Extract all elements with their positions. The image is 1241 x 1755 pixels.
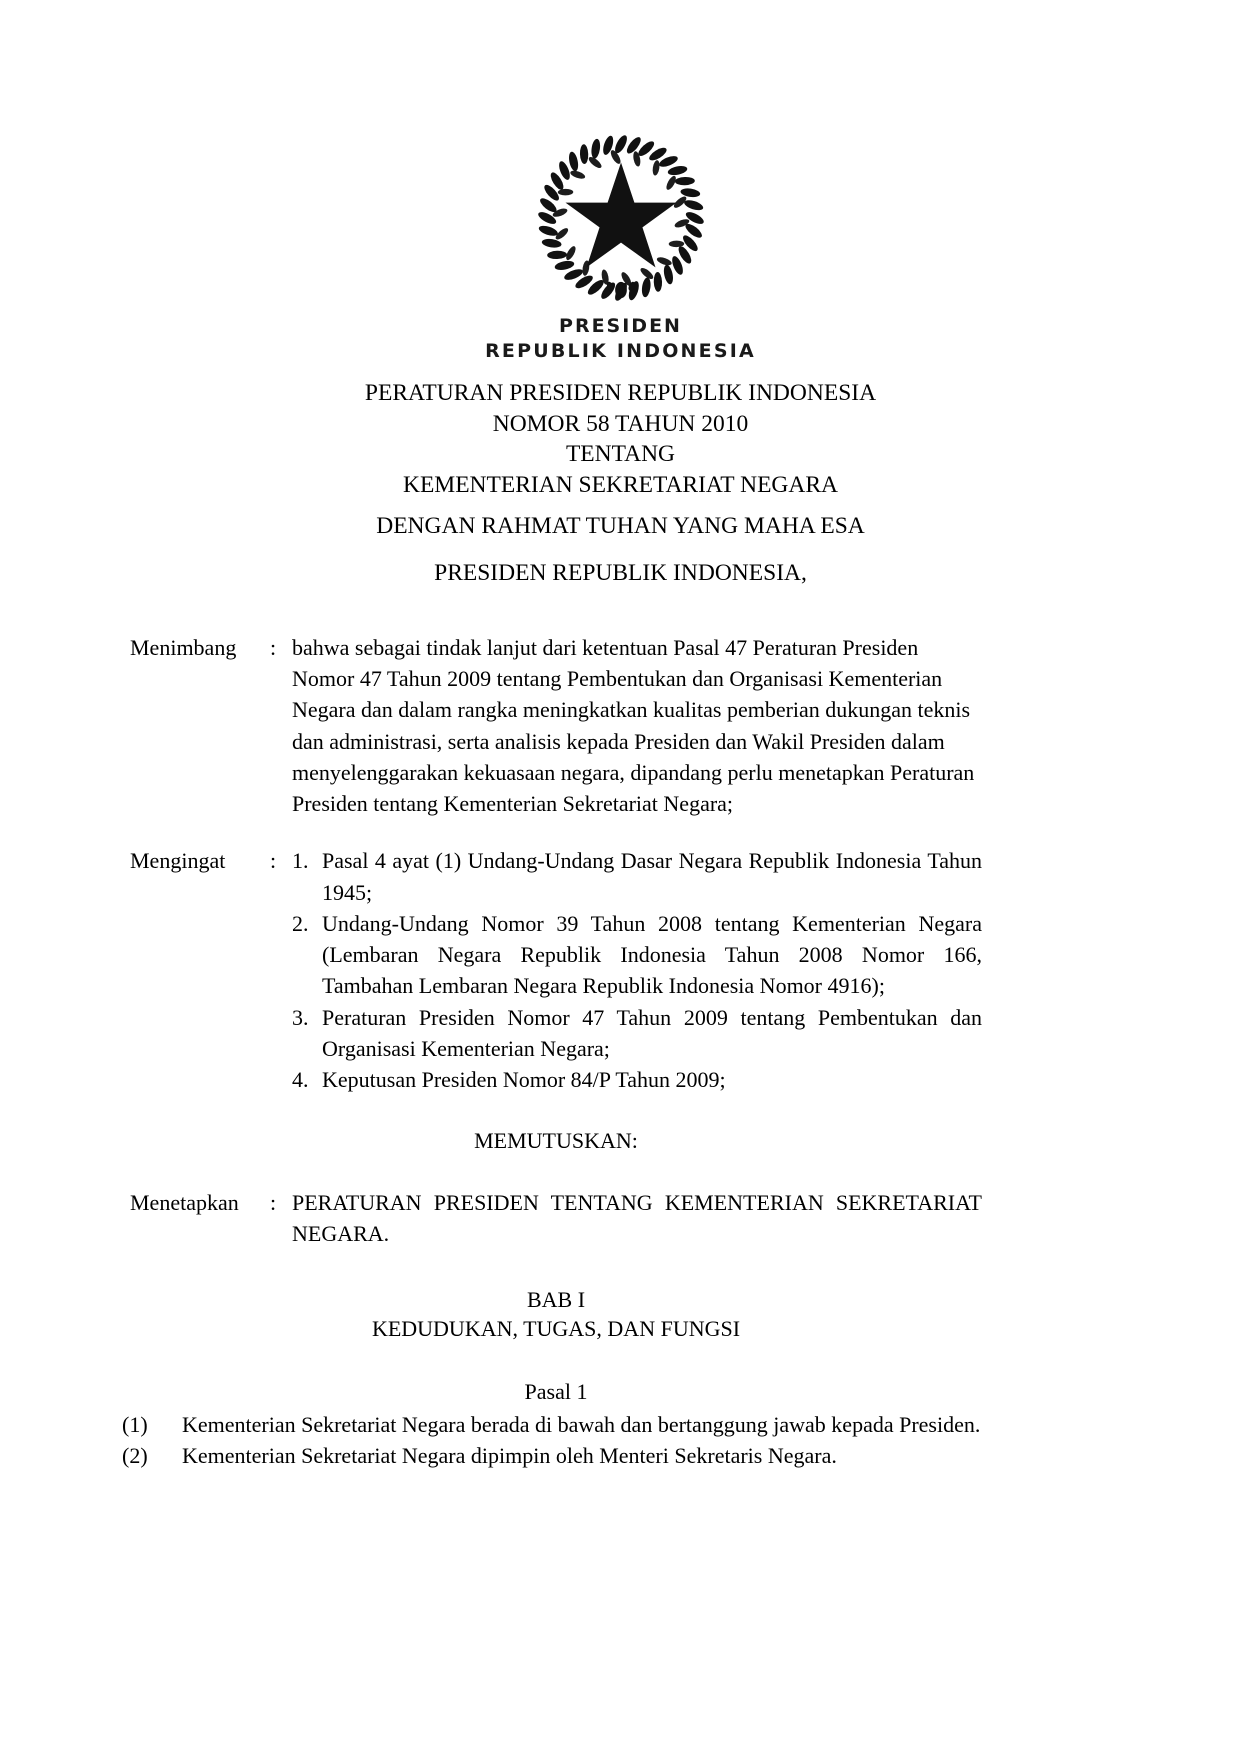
list-item bbox=[292, 1064, 982, 1095]
menimbang-text: bahwa sebagai tindak lanjut dari ketentuan Pasal 47 Peraturan Presiden Nomor 47 Tahun 2009 tentang Pembentukan dan Organisasi Kementerian Negara dan dalam rangka meningkatkan kualitas pemberian dukungan teknis dan administrasi, serta analisis kepada Presiden dan Wakil Presiden dalam menyelenggarakan kekuasaan negara, dipandang perlu menetapkan Peraturan Presiden tentang Kementerian Sekretariat Negara; bbox=[292, 635, 975, 817]
ayat-text: Kementerian Sekretariat Negara berada di bawah dan bertanggung jawab kepada Presiden. bbox=[182, 1412, 981, 1438]
title-line-2: NOMOR 58 TAHUN 2010 bbox=[492, 410, 749, 437]
list-item-number: 1. bbox=[292, 848, 309, 874]
list-item-text: Undang-Undang Nomor 39 Tahun 2008 tentang Kementerian Negara (Lembaran Negara Republik Indonesia Tahun 2008 Nomor 166, Tambahan Lembaran Negara Republik Indonesia Nomor 4916); bbox=[322, 910, 982, 999]
ayat-text: Kementerian Sekretariat Negara dipimpin oleh Menteri Sekretaris Negara. bbox=[182, 1443, 837, 1469]
list-item-text: Pasal 4 ayat (1) Undang-Undang Dasar Negara Republik Indonesia Tahun 1945; bbox=[322, 848, 982, 905]
ayat-item bbox=[122, 1440, 982, 1471]
menimbang-label: Menimbang bbox=[130, 635, 237, 660]
list-item bbox=[292, 908, 982, 1002]
menetapkan-text-wrap bbox=[292, 1187, 982, 1249]
document-header bbox=[0, 128, 1241, 364]
menimbang-clause bbox=[130, 632, 982, 819]
title-line-4: KEMENTERIAN SEKRETARIAT NEGARA bbox=[402, 471, 839, 498]
blessing-line: DENGAN RAHMAT TUHAN YANG MAHA ESA bbox=[376, 513, 865, 539]
menetapkan-label: Menetapkan bbox=[130, 1189, 239, 1215]
ayat-item bbox=[122, 1409, 982, 1440]
bab-number: BAB I bbox=[526, 1286, 586, 1312]
mengingat-list-wrap bbox=[292, 845, 982, 1095]
menimbang-text-wrap bbox=[292, 632, 982, 819]
list-item bbox=[292, 1002, 982, 1064]
ayat-number: (2) bbox=[122, 1443, 148, 1469]
menetapkan-clause bbox=[130, 1187, 982, 1249]
list-item-text: Keputusan Presiden Nomor 84/P Tahun 2009; bbox=[322, 1067, 726, 1093]
issuer-line-wrap bbox=[0, 560, 1241, 587]
mengingat-list bbox=[292, 845, 982, 1095]
menimbang-colon: : bbox=[270, 635, 277, 660]
mengingat-label: Mengingat bbox=[130, 848, 226, 874]
bab-heading bbox=[130, 1285, 982, 1344]
menetapkan-text: PERATURAN PRESIDEN TENTANG KEMENTERIAN SEKRETARIAT NEGARA. bbox=[292, 1189, 982, 1246]
mengingat-clause bbox=[130, 845, 982, 1095]
blessing-line-wrap bbox=[0, 511, 1241, 542]
pasal-ayat-list bbox=[122, 1409, 982, 1471]
title-line-1: PERATURAN PRESIDEN REPUBLIK INDONESIA bbox=[364, 380, 877, 406]
memutuskan-heading: MEMUTUSKAN: bbox=[474, 1128, 638, 1154]
list-item-number: 4. bbox=[292, 1067, 309, 1093]
list-item-number: 3. bbox=[292, 1004, 309, 1030]
mengingat-colon: : bbox=[270, 848, 277, 874]
ayat-number: (1) bbox=[122, 1412, 148, 1438]
pasal-heading: Pasal 1 bbox=[524, 1378, 588, 1404]
menetapkan-colon: : bbox=[270, 1189, 277, 1215]
list-item-text: Peraturan Presiden Nomor 47 Tahun 2009 tentang Pembentukan dan Organisasi Kementerian Negara; bbox=[322, 1004, 982, 1061]
presidential-seal-icon bbox=[531, 128, 711, 308]
issuer-line: PRESIDEN REPUBLIK INDONESIA, bbox=[434, 560, 807, 586]
document-body bbox=[122, 632, 982, 1472]
list-item-number: 2. bbox=[292, 910, 309, 936]
title-line-3: TENTANG bbox=[565, 441, 676, 468]
list-item bbox=[292, 845, 982, 907]
document-title bbox=[0, 378, 1241, 500]
emblem-caption-line2: REPUBLIK INDONESIA bbox=[485, 340, 756, 363]
emblem-caption-line1: PRESIDEN bbox=[559, 315, 682, 337]
emblem-caption bbox=[0, 314, 1241, 364]
bab-title: KEDUDUKAN, TUGAS, DAN FUNGSI bbox=[371, 1316, 741, 1342]
